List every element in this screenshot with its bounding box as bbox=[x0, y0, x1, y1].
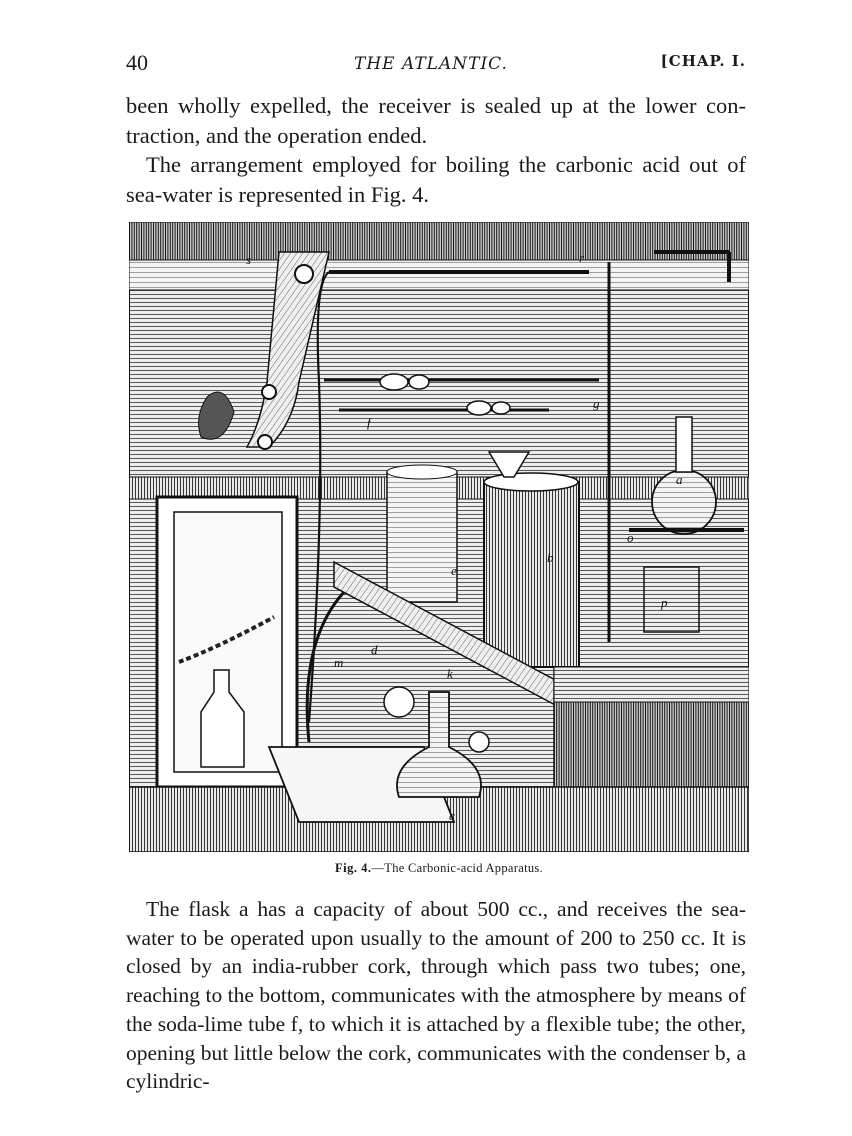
figure-letter-m: m bbox=[334, 655, 344, 670]
figure-label: Fig. 4. bbox=[335, 861, 372, 875]
figure-letter-d: d bbox=[371, 642, 378, 657]
apparatus-engraving bbox=[129, 222, 749, 852]
figure-letter-f: f bbox=[367, 415, 371, 430]
figure-letter-g: g bbox=[593, 396, 600, 411]
figure-letter-k: k bbox=[447, 666, 453, 681]
figure-title: —The Carbonic-acid Apparatus. bbox=[371, 861, 543, 875]
page-number: 40 bbox=[126, 50, 148, 75]
page-header bbox=[126, 50, 746, 86]
figure-letter-r: r bbox=[579, 250, 585, 265]
figure-letter-s: s bbox=[246, 252, 252, 267]
figure-letter-c: c bbox=[449, 808, 455, 823]
figure-letter-e: e bbox=[451, 563, 457, 578]
figure-caption bbox=[129, 861, 749, 876]
running-title: THE ATLANTIC. bbox=[354, 54, 508, 74]
figure-letter-b: b bbox=[547, 550, 554, 565]
paragraph-1: been wholly expelled, the receiver is sealed up at the lower contraction, and the operation ended. bbox=[126, 93, 746, 148]
figure-letter-p: p bbox=[661, 595, 668, 610]
figure-illustration bbox=[129, 222, 749, 852]
figure-letter-a: a bbox=[676, 472, 683, 487]
paragraph-3: The flask a has a capacity of about 500 cc., and receives the sea-water to be operated upon usually to the amount of 200 to 250 cc. It is closed by an india-rubber cork, through which pass two tubes; one, reaching to the bottom, communicates with the atmosphere by means of the soda-lime tube f, to which it is attached by a flexible tube; the other, opening but little below the cork, communicates with the condenser b, a cylindric- bbox=[126, 897, 746, 1094]
figure-letter-o: o bbox=[627, 530, 634, 545]
chapter-label: [CHAP. I. bbox=[660, 52, 746, 70]
paragraph-2: The arrangement employed for boiling the carbonic acid out of sea-water is represented in Fig. 4. bbox=[126, 152, 746, 207]
